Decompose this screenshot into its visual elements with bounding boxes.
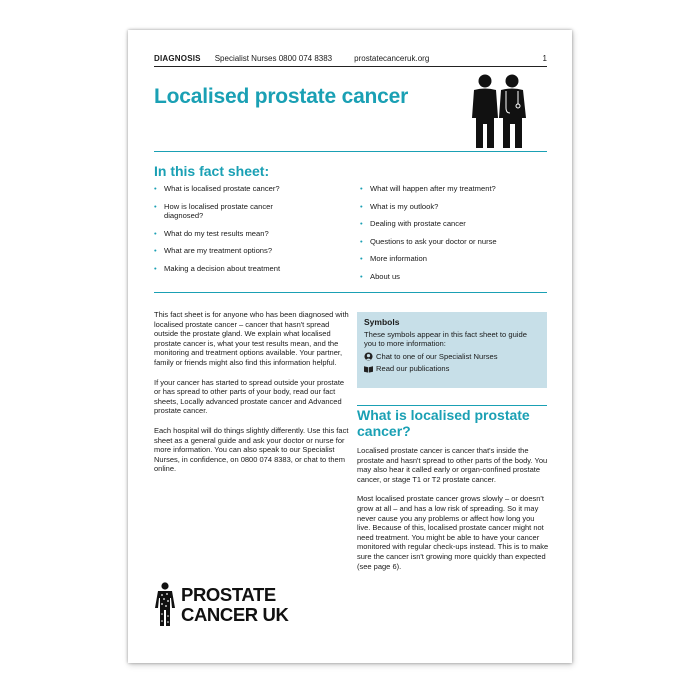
nurse-chat-icon [364, 352, 373, 361]
page-header [154, 54, 547, 63]
intro-text [154, 310, 350, 484]
symbol-label: Read our publications [376, 364, 450, 374]
toc-item[interactable]: • Dealing with prostate cancer [360, 219, 550, 229]
section-paragraph: Localised prostate cancer is cancer that's inside the prostate and hasn't spread to other parts of the body. You may also hear it called early or organ-confined prostate cancer, or stage T1 or T2 prostate cancer. [357, 446, 548, 484]
intro-paragraph: Each hospital will do things slightly differently. Use this fact sheet as a general guide and ask your doctor or nurse for more information. You can also speak to our Specialist Nurses, in confidence, on 0800 074 8383, or chat to them online. [154, 425, 349, 474]
symbol-label: Chat to one of our Specialist Nurses [376, 351, 498, 361]
man-silhouette-logo-icon [154, 582, 176, 628]
toc-list-left [154, 184, 314, 281]
toc-item[interactable]: • About us [360, 272, 550, 282]
toc-heading: In this fact sheet: [154, 163, 270, 179]
symbol-row [364, 352, 540, 362]
toc-item[interactable]: • Making a decision about treatment [154, 264, 314, 274]
section-paragraph: Most localised prostate cancer grows slowly – or doesn't grow at all – and has a low risk of spreading. So it may never cause you any problems or affect how long you live. Because of this, localised prostate cancer might not need treatment. You might be able to have your cancer monitored with regular check-ups instead. This is to make sure the cancer isn't growing more quickly than expected (see page 6). [357, 494, 549, 571]
two-people-icon [468, 74, 530, 150]
toc-list-right [360, 184, 550, 289]
symbols-box [357, 312, 547, 388]
logo-wordmark [181, 585, 288, 625]
logo-line: CANCER UK [181, 604, 289, 625]
fact-sheet-page [128, 30, 572, 663]
symbols-title: Symbols [364, 317, 400, 327]
title-divider [154, 151, 547, 152]
toc-item[interactable]: • Questions to ask your doctor or nurse [360, 237, 550, 247]
header-divider [154, 66, 547, 67]
section-label: DIAGNOSIS [154, 54, 201, 63]
symbols-description: These symbols appear in this fact sheet to guide you to more information: [364, 329, 527, 349]
nurses-phone: Specialist Nurses 0800 074 8383 [214, 54, 333, 63]
toc-item[interactable]: • More information [360, 254, 550, 264]
section-heading: What is localised prostate cancer? [357, 407, 530, 439]
toc-item[interactable]: • What is my outlook? [360, 202, 550, 212]
website-link[interactable]: prostatecanceruk.org [354, 54, 430, 63]
prostate-cancer-uk-logo [154, 582, 288, 628]
logo-line: PROSTATE [181, 584, 276, 605]
toc-item[interactable]: • What are my treatment options? [154, 246, 314, 256]
intro-paragraph: If your cancer has started to spread outside your prostate or has spread to other parts of your body, read our fact sheets, Locally advanced prostate cancer and Advanced prostate cancer. [154, 377, 345, 416]
page-title: Localised prostate cancer [154, 85, 409, 108]
toc-item[interactable]: • How is localised prostate cancer diagnosed? [154, 202, 274, 221]
symbol-row [364, 364, 540, 374]
toc-item[interactable]: • What will happen after my treatment? [360, 184, 550, 194]
intro-paragraph: This fact sheet is for anyone who has been diagnosed with localised prostate cancer – cancer that hasn't spread outside the prostate gland. We explain what localised prostate cancer is, what your test results mean, and the monitoring and treatment options available. Your partner, family or friends might also find this information helpful. [154, 310, 349, 367]
toc-item[interactable]: • What is localised prostate cancer? [154, 184, 314, 194]
section-body [357, 446, 549, 581]
toc-item[interactable]: • What do my test results mean? [154, 229, 314, 239]
section-divider [357, 405, 547, 406]
page-number: 1 [542, 54, 547, 63]
toc-divider [154, 292, 547, 293]
book-icon [364, 365, 373, 373]
